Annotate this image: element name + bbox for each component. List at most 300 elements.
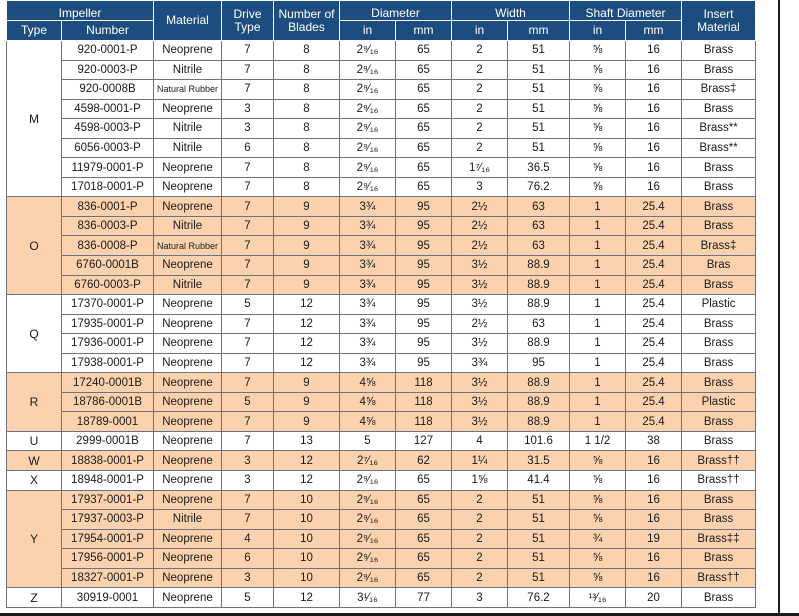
- diameter-mm-cell: 95: [396, 256, 452, 276]
- diameter-in-cell: 2⁹⁄₁₆: [340, 490, 396, 510]
- shaft-in-cell: ⅝: [570, 119, 626, 139]
- material-cell: Neoprene: [154, 392, 222, 412]
- num-blades-cell: 9: [274, 392, 340, 412]
- table-row: [7, 314, 756, 334]
- diameter-mm-cell: 62: [396, 451, 452, 471]
- material-cell: Nitrile: [154, 216, 222, 236]
- material-cell: Nitrile: [154, 60, 222, 80]
- type-cell: Q: [7, 295, 62, 373]
- number-cell: 18789-0001: [62, 412, 154, 432]
- num-blades-cell: 8: [274, 60, 340, 80]
- width-mm-cell: 63: [508, 236, 570, 256]
- width-mm-cell: 41.4: [508, 471, 570, 491]
- diameter-in-cell: 2⁹⁄₁₆: [340, 158, 396, 178]
- shaft-in-cell: ⅝: [570, 138, 626, 158]
- num-blades-cell: 12: [274, 451, 340, 471]
- shaft-mm-cell: 16: [626, 177, 682, 197]
- width-mm-cell: 88.9: [508, 392, 570, 412]
- num-blades-cell: 8: [274, 80, 340, 100]
- table-row: [7, 353, 756, 373]
- shaft-in-cell: 1: [570, 236, 626, 256]
- width-in-cell: 3: [452, 588, 508, 608]
- drive-type-cell: 7: [222, 80, 274, 100]
- drive-type-cell: 3: [222, 99, 274, 119]
- insert-material-cell: Brass‡: [682, 80, 756, 100]
- width-mm-cell: 51: [508, 60, 570, 80]
- insert-material-cell: Brass: [682, 158, 756, 178]
- drive-type-cell: 7: [222, 510, 274, 530]
- drive-type-cell: 3: [222, 451, 274, 471]
- shaft-in-cell: 1: [570, 314, 626, 334]
- type-cell: O: [7, 197, 62, 295]
- width-mm-cell: 31.5: [508, 451, 570, 471]
- diameter-in-cell: 4⅝: [340, 412, 396, 432]
- drive-type-cell: 7: [222, 373, 274, 393]
- width-mm-cell: 51: [508, 41, 570, 61]
- width-mm-cell: 76.2: [508, 588, 570, 608]
- num-blades-cell: 12: [274, 295, 340, 315]
- material-cell: Neoprene: [154, 471, 222, 491]
- material-cell: Neoprene: [154, 295, 222, 315]
- table-row: [7, 490, 756, 510]
- number-cell: 17018-0001-P: [62, 177, 154, 197]
- width-in-cell: 2: [452, 529, 508, 549]
- shaft-in-cell: ⅝: [570, 99, 626, 119]
- material-cell: Nitrile: [154, 275, 222, 295]
- material-cell: Neoprene: [154, 158, 222, 178]
- width-mm-cell: 51: [508, 138, 570, 158]
- number-cell: 920-0008B: [62, 80, 154, 100]
- drive-type-cell: 7: [222, 490, 274, 510]
- diameter-mm-cell: 65: [396, 138, 452, 158]
- insert-material-cell: Brass††: [682, 471, 756, 491]
- width-in-cell: 1¼: [452, 451, 508, 471]
- insert-material-cell: Brass**: [682, 119, 756, 139]
- diameter-mm-cell: 95: [396, 236, 452, 256]
- insert-material-cell: Bras: [682, 256, 756, 276]
- insert-material-cell: Brass: [682, 177, 756, 197]
- table-row: [7, 588, 756, 608]
- material-cell: Neoprene: [154, 177, 222, 197]
- table-row: [7, 275, 756, 295]
- shaft-in-cell: ⅝: [570, 490, 626, 510]
- shaft-in-cell: 1: [570, 295, 626, 315]
- diameter-mm-cell: 118: [396, 412, 452, 432]
- number-cell: 2999-0001B: [62, 431, 154, 451]
- table-row: [7, 236, 756, 256]
- width-in-cell: 2½: [452, 314, 508, 334]
- shaft-mm-cell: 25.4: [626, 256, 682, 276]
- diameter-mm-header: mm: [396, 21, 452, 41]
- num-blades-cell: 12: [274, 471, 340, 491]
- drive-type-cell: 7: [222, 314, 274, 334]
- width-in-cell: 3½: [452, 275, 508, 295]
- number-cell: 6760-0003-P: [62, 275, 154, 295]
- number-cell: 18948-0001-P: [62, 471, 154, 491]
- shaft-in-cell: 1: [570, 373, 626, 393]
- drive-type-cell: 3: [222, 568, 274, 588]
- width-in-cell: 2: [452, 119, 508, 139]
- table-row: [7, 216, 756, 236]
- diameter-in-cell: 2⁹⁄₁₆: [340, 80, 396, 100]
- material-cell: Neoprene: [154, 529, 222, 549]
- drive-type-cell: 7: [222, 256, 274, 276]
- diameter-mm-cell: 65: [396, 60, 452, 80]
- shaft-mm-cell: 16: [626, 158, 682, 178]
- material-cell: Neoprene: [154, 588, 222, 608]
- width-mm-header: mm: [508, 21, 570, 41]
- drive-type-cell: 4: [222, 529, 274, 549]
- insert-material-cell: Brass: [682, 373, 756, 393]
- insert-material-cell: Plastic: [682, 295, 756, 315]
- number-cell: 17936-0001-P: [62, 334, 154, 354]
- material-cell: Nitrile: [154, 510, 222, 530]
- table-row: [7, 80, 756, 100]
- diameter-in-cell: 2⁹⁄₁₆: [340, 510, 396, 530]
- width-in-cell: 2: [452, 138, 508, 158]
- drive-type-cell: 7: [222, 431, 274, 451]
- impeller-spec-table-container: [6, 0, 755, 608]
- table-row: [7, 431, 756, 451]
- num-blades-cell: 9: [274, 236, 340, 256]
- number-cell: 18838-0001-P: [62, 451, 154, 471]
- material-header: Material: [154, 1, 222, 41]
- material-cell: Nitrile: [154, 138, 222, 158]
- number-cell: 18327-0001-P: [62, 568, 154, 588]
- num-blades-cell: 9: [274, 197, 340, 217]
- diameter-in-cell: 2⁹⁄₁₆: [340, 138, 396, 158]
- table-row: [7, 41, 756, 61]
- shaft-mm-cell: 25.4: [626, 197, 682, 217]
- width-mm-cell: 88.9: [508, 275, 570, 295]
- width-in-cell: 1⅝: [452, 471, 508, 491]
- diameter-in-cell: 2⁹⁄₁₆: [340, 568, 396, 588]
- insert-material-cell: Brass: [682, 588, 756, 608]
- diameter-in-cell: 3¾: [340, 236, 396, 256]
- shaft-in-cell: 1: [570, 334, 626, 354]
- num-blades-cell: 9: [274, 256, 340, 276]
- number-cell: 17956-0001-P: [62, 549, 154, 569]
- shaft-mm-cell: 38: [626, 431, 682, 451]
- number-cell: 920-0003-P: [62, 60, 154, 80]
- diameter-in-cell: 3¾: [340, 295, 396, 315]
- width-mm-cell: 36.5: [508, 158, 570, 178]
- shaft-in-cell: 1: [570, 256, 626, 276]
- num-blades-cell: 12: [274, 353, 340, 373]
- number-cell: 836-0001-P: [62, 197, 154, 217]
- insert-material-cell: Brass: [682, 334, 756, 354]
- diameter-in-cell: 2⁹⁄₁₆: [340, 99, 396, 119]
- table-row: [7, 471, 756, 491]
- insert-material-cell: Brass**: [682, 138, 756, 158]
- width-in-cell: 3½: [452, 334, 508, 354]
- num-blades-cell: 8: [274, 158, 340, 178]
- number-cell: 17954-0001-P: [62, 529, 154, 549]
- shaft-in-cell: ⅝: [570, 549, 626, 569]
- material-cell: Neoprene: [154, 568, 222, 588]
- number-cell: 11979-0001-P: [62, 158, 154, 178]
- num-blades-cell: 10: [274, 490, 340, 510]
- material-cell: Neoprene: [154, 373, 222, 393]
- material-cell: Neoprene: [154, 353, 222, 373]
- diameter-mm-cell: 95: [396, 197, 452, 217]
- shaft-mm-cell: 25.4: [626, 392, 682, 412]
- insert-material-cell: Brass††: [682, 568, 756, 588]
- insert-material-cell: Plastic: [682, 392, 756, 412]
- num-blades-cell: 8: [274, 177, 340, 197]
- num-blades-header: Number of Blades: [274, 1, 340, 41]
- width-mm-cell: 76.2: [508, 177, 570, 197]
- table-row: [7, 177, 756, 197]
- number-cell: 836-0008-P: [62, 236, 154, 256]
- material-cell: Neoprene: [154, 256, 222, 276]
- diameter-mm-cell: 65: [396, 41, 452, 61]
- shaft-in-cell: ⅝: [570, 177, 626, 197]
- shaft-mm-cell: 25.4: [626, 373, 682, 393]
- width-in-cell: 3½: [452, 392, 508, 412]
- width-in-cell: 2: [452, 490, 508, 510]
- drive-type-cell: 7: [222, 334, 274, 354]
- diameter-in-cell: 2⁹⁄₁₆: [340, 41, 396, 61]
- table-row: [7, 158, 756, 178]
- shaft-in-cell: 1: [570, 392, 626, 412]
- shaft-mm-cell: 20: [626, 588, 682, 608]
- num-blades-cell: 9: [274, 412, 340, 432]
- insert-material-cell: Brass: [682, 314, 756, 334]
- material-cell: Nitrile: [154, 119, 222, 139]
- insert-material-cell: Brass: [682, 431, 756, 451]
- width-in-cell: 2½: [452, 216, 508, 236]
- width-in-cell: 2½: [452, 236, 508, 256]
- num-blades-cell: 8: [274, 41, 340, 61]
- width-mm-cell: 51: [508, 99, 570, 119]
- number-cell: 17937-0001-P: [62, 490, 154, 510]
- material-cell: Neoprene: [154, 431, 222, 451]
- table-row: [7, 334, 756, 354]
- width-mm-cell: 88.9: [508, 295, 570, 315]
- diameter-in-cell: 2⁹⁄₁₆: [340, 471, 396, 491]
- shaft-in-cell: 1: [570, 216, 626, 236]
- diameter-in-cell: 2⁹⁄₁₆: [340, 119, 396, 139]
- shaft-mm-cell: 25.4: [626, 353, 682, 373]
- shaft-mm-cell: 16: [626, 451, 682, 471]
- table-row: [7, 373, 756, 393]
- insert-material-cell: Brass‡‡: [682, 529, 756, 549]
- insert-material-cell: Brass: [682, 549, 756, 569]
- diameter-mm-cell: 65: [396, 471, 452, 491]
- width-in-cell: 1⁷⁄₁₆: [452, 158, 508, 178]
- shaft-in-cell: 1: [570, 275, 626, 295]
- diameter-mm-cell: 65: [396, 80, 452, 100]
- width-in-cell: 2½: [452, 197, 508, 217]
- width-mm-cell: 51: [508, 490, 570, 510]
- insert-material-cell: Brass: [682, 41, 756, 61]
- drive-type-cell: 7: [222, 177, 274, 197]
- drive-type-cell: 7: [222, 236, 274, 256]
- diameter-mm-cell: 118: [396, 392, 452, 412]
- shaft-mm-cell: 16: [626, 549, 682, 569]
- num-blades-cell: 9: [274, 275, 340, 295]
- type-header: Type: [7, 21, 62, 41]
- shaft-in-cell: ⅝: [570, 451, 626, 471]
- type-cell: W: [7, 451, 62, 471]
- shaft-in-cell: 1: [570, 412, 626, 432]
- width-in-cell: 3½: [452, 295, 508, 315]
- shaft-mm-cell: 25.4: [626, 275, 682, 295]
- width-mm-cell: 95: [508, 353, 570, 373]
- drive-type-cell: 7: [222, 41, 274, 61]
- number-cell: 920-0001-P: [62, 41, 154, 61]
- table-row: [7, 197, 756, 217]
- material-cell: Neoprene: [154, 197, 222, 217]
- diameter-mm-cell: 65: [396, 119, 452, 139]
- width-mm-cell: 88.9: [508, 334, 570, 354]
- material-cell: Neoprene: [154, 314, 222, 334]
- num-blades-cell: 12: [274, 334, 340, 354]
- shaft-mm-cell: 16: [626, 60, 682, 80]
- number-cell: 6056-0003-P: [62, 138, 154, 158]
- num-blades-cell: 8: [274, 99, 340, 119]
- number-cell: 17370-0001-P: [62, 295, 154, 315]
- drive-type-header: Drive Type: [222, 1, 274, 41]
- insert-material-cell: Brass: [682, 490, 756, 510]
- type-cell: Z: [7, 588, 62, 608]
- diameter-mm-cell: 77: [396, 588, 452, 608]
- num-blades-cell: 13: [274, 431, 340, 451]
- impeller-spec-table: [6, 0, 756, 608]
- width-in-cell: 2: [452, 80, 508, 100]
- shaft-mm-cell: 16: [626, 138, 682, 158]
- table-row: [7, 451, 756, 471]
- diameter-in-cell: 3¾: [340, 314, 396, 334]
- shaft-mm-cell: 25.4: [626, 334, 682, 354]
- width-mm-cell: 101.6: [508, 431, 570, 451]
- drive-type-cell: 7: [222, 216, 274, 236]
- shaft-mm-cell: 25.4: [626, 295, 682, 315]
- number-cell: 17937-0003-P: [62, 510, 154, 530]
- table-row: [7, 412, 756, 432]
- shaft-in-cell: ⅝: [570, 471, 626, 491]
- width-mm-cell: 51: [508, 529, 570, 549]
- shaft-mm-cell: 16: [626, 99, 682, 119]
- table-row: [7, 119, 756, 139]
- insert-material-cell: Brass: [682, 60, 756, 80]
- diameter-in-cell: 2⁹⁄₁₆: [340, 177, 396, 197]
- num-blades-cell: 12: [274, 314, 340, 334]
- drive-type-cell: 7: [222, 353, 274, 373]
- width-mm-cell: 51: [508, 80, 570, 100]
- drive-type-cell: 7: [222, 412, 274, 432]
- num-blades-cell: 10: [274, 568, 340, 588]
- insert-material-cell: Brass: [682, 353, 756, 373]
- drive-type-cell: 6: [222, 549, 274, 569]
- width-mm-cell: 88.9: [508, 256, 570, 276]
- number-cell: 4598-0003-P: [62, 119, 154, 139]
- diameter-in-cell: 3¾: [340, 334, 396, 354]
- drive-type-cell: 5: [222, 588, 274, 608]
- material-cell: Neoprene: [154, 451, 222, 471]
- insert-material-cell: Brass: [682, 412, 756, 432]
- diameter-header: Diameter: [340, 1, 452, 21]
- width-in-header: in: [452, 21, 508, 41]
- material-cell: Neoprene: [154, 334, 222, 354]
- insert-material-header: Insert Material: [682, 1, 756, 41]
- shaft-mm-cell: 16: [626, 119, 682, 139]
- shaft-in-cell: ⅝: [570, 158, 626, 178]
- type-cell: R: [7, 373, 62, 432]
- drive-type-cell: 7: [222, 197, 274, 217]
- insert-material-cell: Brass: [682, 216, 756, 236]
- number-cell: 17240-0001B: [62, 373, 154, 393]
- width-mm-cell: 88.9: [508, 412, 570, 432]
- impeller-header: Impeller: [7, 1, 154, 21]
- width-mm-cell: 51: [508, 568, 570, 588]
- number-cell: 6760-0001B: [62, 256, 154, 276]
- shaft-in-cell: 1: [570, 353, 626, 373]
- shaft-in-cell: ⅝: [570, 568, 626, 588]
- diameter-mm-cell: 95: [396, 295, 452, 315]
- type-cell: M: [7, 41, 62, 197]
- drive-type-cell: 3: [222, 119, 274, 139]
- num-blades-cell: 10: [274, 510, 340, 530]
- shaft-mm-cell: 16: [626, 510, 682, 530]
- width-mm-cell: 51: [508, 549, 570, 569]
- shaft-mm-cell: 19: [626, 529, 682, 549]
- width-header: Width: [452, 1, 570, 21]
- width-in-cell: 3: [452, 177, 508, 197]
- diameter-mm-cell: 65: [396, 529, 452, 549]
- diameter-in-cell: 3¾: [340, 216, 396, 236]
- diameter-mm-cell: 65: [396, 99, 452, 119]
- number-cell: 17935-0001-P: [62, 314, 154, 334]
- drive-type-cell: 7: [222, 60, 274, 80]
- insert-material-cell: Brass‡: [682, 236, 756, 256]
- width-in-cell: 2: [452, 60, 508, 80]
- width-mm-cell: 51: [508, 510, 570, 530]
- material-cell: Neoprene: [154, 41, 222, 61]
- width-in-cell: 3½: [452, 256, 508, 276]
- shaft-in-cell: ⅝: [570, 60, 626, 80]
- num-blades-cell: 10: [274, 529, 340, 549]
- width-mm-cell: 88.9: [508, 373, 570, 393]
- diameter-mm-cell: 65: [396, 158, 452, 178]
- width-mm-cell: 51: [508, 119, 570, 139]
- table-row: [7, 60, 756, 80]
- diameter-in-cell: 3¹⁄₁₆: [340, 588, 396, 608]
- number-cell: 836-0003-P: [62, 216, 154, 236]
- num-blades-cell: 12: [274, 588, 340, 608]
- shaft-in-cell: ¹³⁄₁₆: [570, 588, 626, 608]
- diameter-mm-cell: 65: [396, 177, 452, 197]
- num-blades-cell: 10: [274, 549, 340, 569]
- diameter-in-cell: 4⅝: [340, 392, 396, 412]
- shaft-diameter-header: Shaft Diameter: [570, 1, 682, 21]
- shaft-mm-cell: 16: [626, 471, 682, 491]
- num-blades-cell: 8: [274, 119, 340, 139]
- shaft-mm-cell: 16: [626, 568, 682, 588]
- table-row: [7, 529, 756, 549]
- drive-type-cell: 5: [222, 295, 274, 315]
- diameter-mm-cell: 127: [396, 431, 452, 451]
- width-mm-cell: 63: [508, 197, 570, 217]
- diameter-mm-cell: 65: [396, 510, 452, 530]
- number-cell: 18786-0001B: [62, 392, 154, 412]
- drive-type-cell: 7: [222, 158, 274, 178]
- width-in-cell: 2: [452, 99, 508, 119]
- drive-type-cell: 7: [222, 275, 274, 295]
- num-blades-cell: 8: [274, 138, 340, 158]
- diameter-mm-cell: 65: [396, 568, 452, 588]
